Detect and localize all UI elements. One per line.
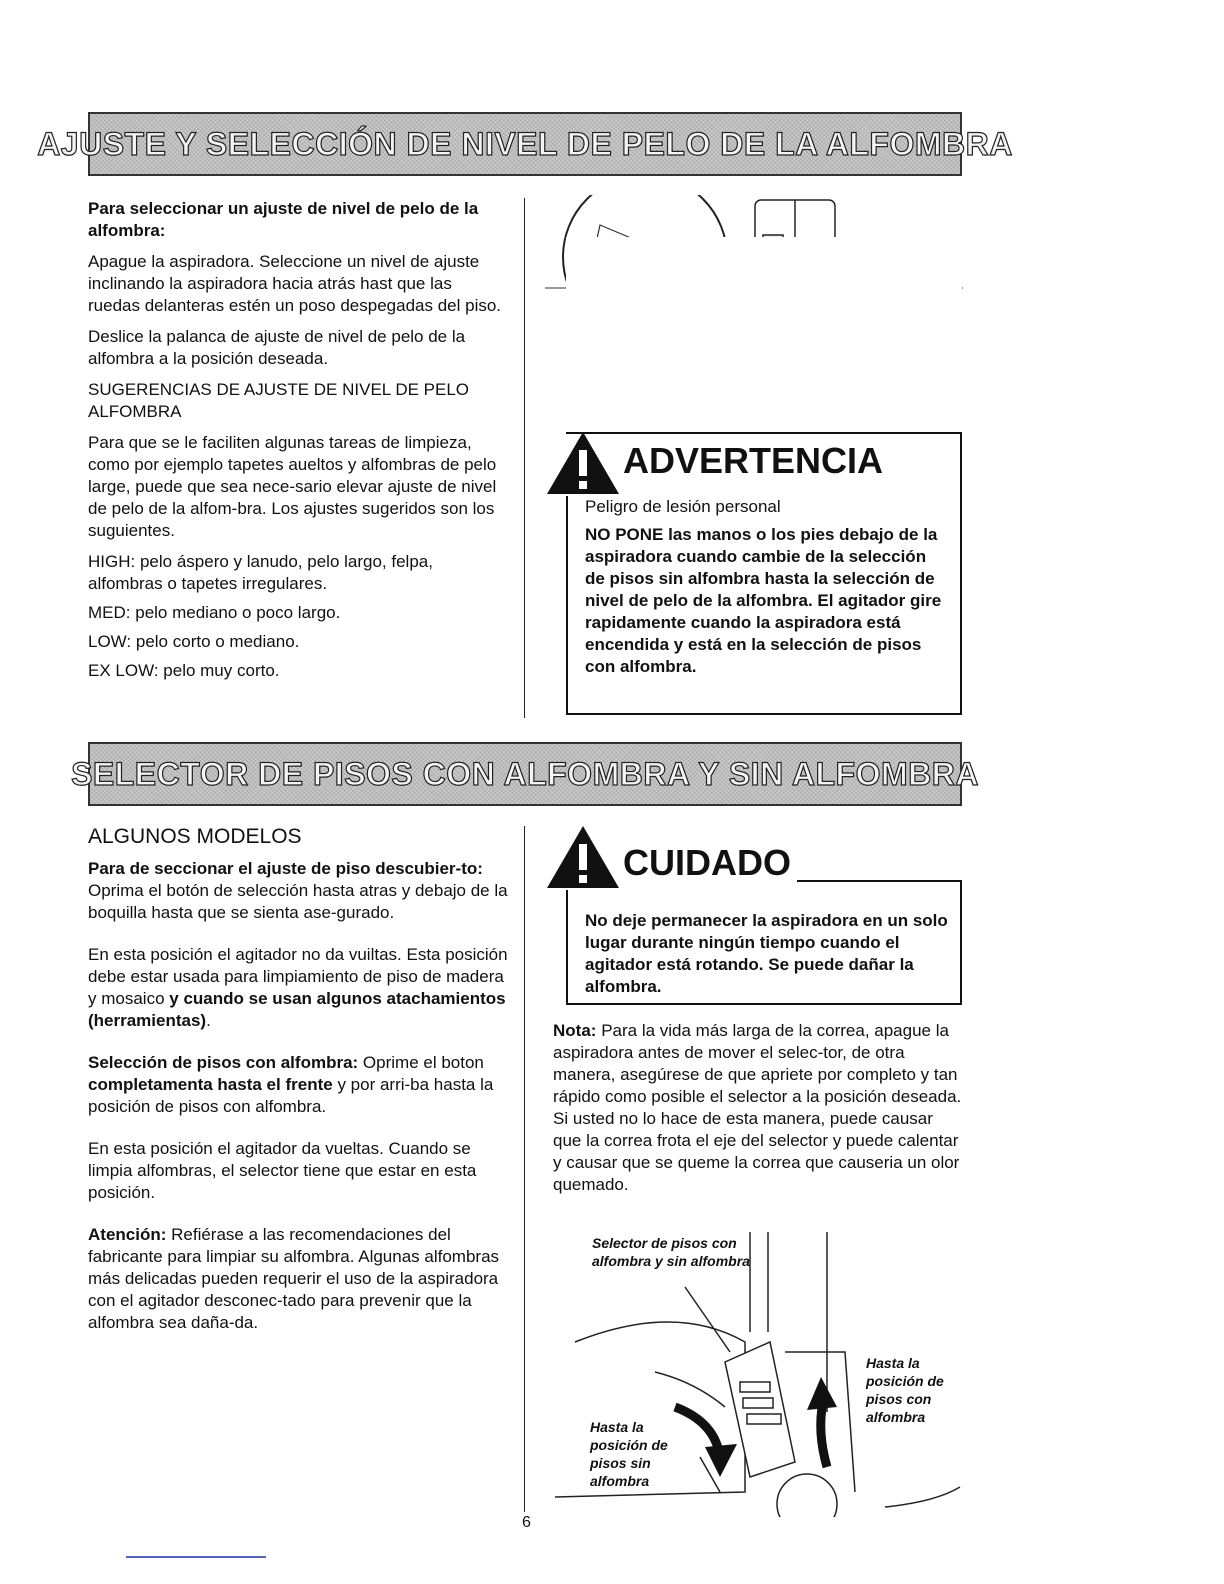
column-divider-2 (524, 826, 525, 1512)
section-banner-pile-height (37, 112, 1013, 176)
caution-title: CUIDADO (617, 842, 797, 884)
warning-triangle-icon (545, 428, 621, 496)
caution-body (585, 910, 950, 1004)
suggestions-heading: SUGERENCIAS DE AJUSTE DE NIVEL DE PELO ALFOMBRA (88, 380, 470, 421)
column-divider (524, 198, 525, 718)
bare-floor-para: Para de seccionar el ajuste de piso descubier-to: Oprima el botón de selección hasta atras y debajo de la boquilla hasta que se sienta ase-gurado. (88, 859, 508, 922)
warning-body (585, 496, 950, 684)
setting-ex-low: EX LOW: pelo muy corto. (88, 661, 280, 680)
agitator-off-para: En esta posición el agitador no da vuiltas. Esta posición debe estar usada para limpiamiento de piso de madera y mosaico y cuando se usan algunos atachamientos (herramientas). (88, 945, 508, 1030)
attention-para: Atención: Refiérase a las recomendaciones del fabricante para limpiar su alfombra. Algunas alfombras más delicadas pueden requerir el uso de la aspiradora con el agitador desconec-tado para prevenir que la alfombra sea daña-da. (88, 1225, 500, 1332)
caption-selector: Selector de pisos con alfombra y sin alfombra (592, 1235, 750, 1269)
warning-box-mask (566, 237, 962, 432)
caution-triangle-icon (545, 822, 621, 890)
floor-selector-instructions (88, 826, 508, 1343)
page-number: 6 (522, 1514, 531, 1531)
section-title-2: SELECTOR DE PISOS CON ALFOMBRA Y SIN ALFOMBRA (71, 755, 979, 792)
setting-high: HIGH: pelo áspero y lanudo, pelo largo, felpa, alfombras o tapetes irregulares. (88, 552, 433, 593)
caption-down: Hasta la posición de pisos sin alfombra (590, 1419, 668, 1489)
instructions-para-1: Apague la aspiradora. Seleccione un nivel de ajuste inclinando la aspiradora hacia atrás hast que las ruedas delanteras estén un poso despegadas del piso. (88, 252, 502, 315)
instructions-para-3: Para que se le faciliten algunas tareas de limpieza, como por ejemplo tapetes aueltos y alfombras de pelo large, puede que sea nece-sario elevar ajuste de nivel de pelo de la alfom-bra. Los ajustes sugeridos son los suguientes. (88, 433, 497, 540)
warning-title: ADVERTENCIA (617, 440, 889, 482)
note-text: Nota: Para la vida más larga de la correa, apague la aspiradora antes de mover el selec-tor, de otra manera, asegúrese de que apriete por completo y tan rápido como posible el selector a la posición deseada. Si usted no lo hace de esta manera, puede causar que la correa frota el eje del selector y puede calentar y causar que se queme la correa que causeria un olor quemado. (553, 1021, 962, 1194)
setting-low: LOW: pelo corto o mediano. (88, 632, 300, 651)
caption-up: Hasta la posición de pisos con alfombra (866, 1355, 944, 1425)
models-heading: ALGUNOS MODELOS (88, 825, 302, 848)
section-title: AJUSTE Y SELECCIÓN DE NIVEL DE PELO DE LA ALFOMBRA (37, 125, 1013, 162)
warning-text: NO PONE las manos o los pies debajo de la aspiradora cuando cambie de la selección de pisos sin alfombra hasta la selección de nivel de pelo de la alfombra. El agitador gire rapidamente cuando la aspiradora está encendida y está en la selección de pisos con alfombra. (585, 525, 942, 676)
carpet-selection-para: Selección de pisos con alfombra: Oprime el boton completamenta hasta el frente y por arri-ba hasta la posición de pisos con alfombra. (88, 1053, 494, 1116)
caution-text: No deje permanecer la aspiradora en un solo lugar durante ningún tiempo cuando el agitador está rotando. Se puede dañar la alfombra. (585, 911, 948, 996)
caution-box-left-edge (566, 880, 568, 1005)
section-banner-floor-selector (71, 742, 979, 806)
belt-note (553, 1020, 965, 1205)
agitator-on-para: En esta posición el agitador da vueltas. Cuando se limpia alfombras, el selector tiene que estar en esta posición. (88, 1139, 477, 1202)
instructions-para-2: Deslice la palanca de ajuste de nivel de pelo de la alfombra a la posición deseada. (88, 327, 466, 368)
pile-height-instructions (88, 198, 508, 691)
instructions-heading: Para seleccionar un ajuste de nivel de pelo de la alfombra: (88, 199, 479, 240)
warning-line-1: Peligro de lesión personal (585, 497, 781, 516)
warning-box-top-edge (566, 432, 962, 434)
setting-med: MED: pelo mediano o poco largo. (88, 603, 341, 622)
footer-rule (126, 1556, 266, 1558)
